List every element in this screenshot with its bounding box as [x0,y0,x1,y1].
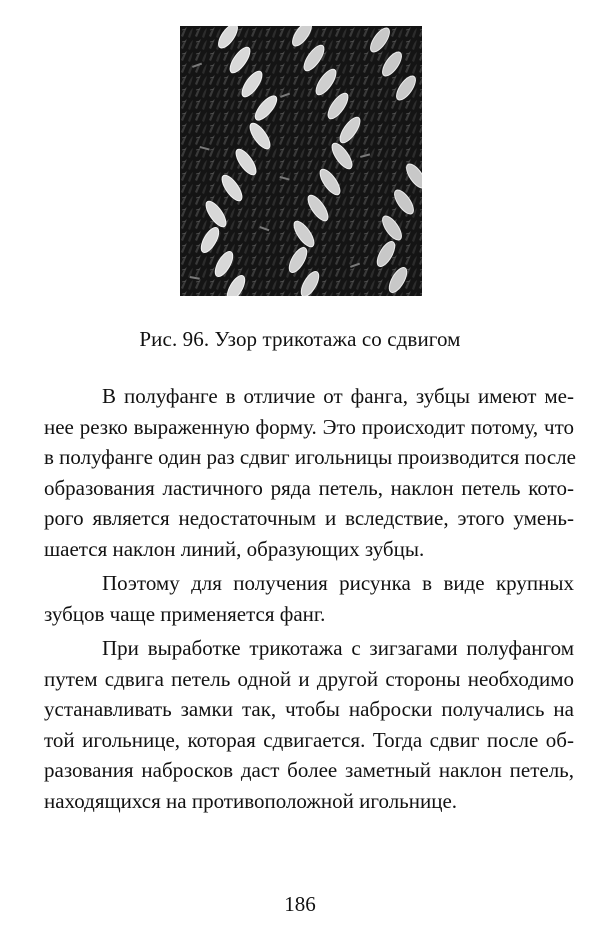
paragraph-2-line-1: Поэтому для получения рисунка в виде крупных [102,571,574,595]
paragraph-1-line-2: нее резко выраженную форму. Это происходит потому, что [44,414,574,439]
paragraph-1-line-5: рого является недостаточным и вследствие, этого умень- [44,506,574,530]
paragraph-3-line-3: устанавливать замки так, чтобы наброски получались на [44,697,574,721]
paragraph-1-line-4: образования ластичного ряда петель, наклон петель кото- [44,475,574,500]
knitting-pattern-photo [180,26,422,296]
paragraph-3-line-5: разования набросков даст более заметный наклон петель, [44,758,574,782]
paragraph-2-line-2: зубцов чаще применяется фанг. [44,601,326,626]
paragraph-3-line-4: той игольнице, которая сдвигается. Тогда сдвиг после об- [44,727,574,752]
body-text [44,381,574,816]
figure-caption: Рис. 96. Узор трикотажа со сдвигом [139,327,461,351]
page-number: 186 [284,892,316,916]
paragraph-1-line-1: В полуфанге в отличие от фанга, зубцы имеют ме- [102,384,574,408]
paragraph-3-line-6: находящихся на противоположной игольнице. [44,788,458,813]
paragraph-1-line-6: шается наклон линий, образующих зубцы. [44,536,425,561]
paragraph-3-line-2: путем сдвига петель одной и другой стороны необходимо [44,666,574,691]
paragraph-3-line-1: При выработке трикотажа с зигзагами полуфангом [102,636,574,660]
paragraph-1-line-3: в полуфанге один раз сдвиг игольницы производится после [44,445,576,469]
